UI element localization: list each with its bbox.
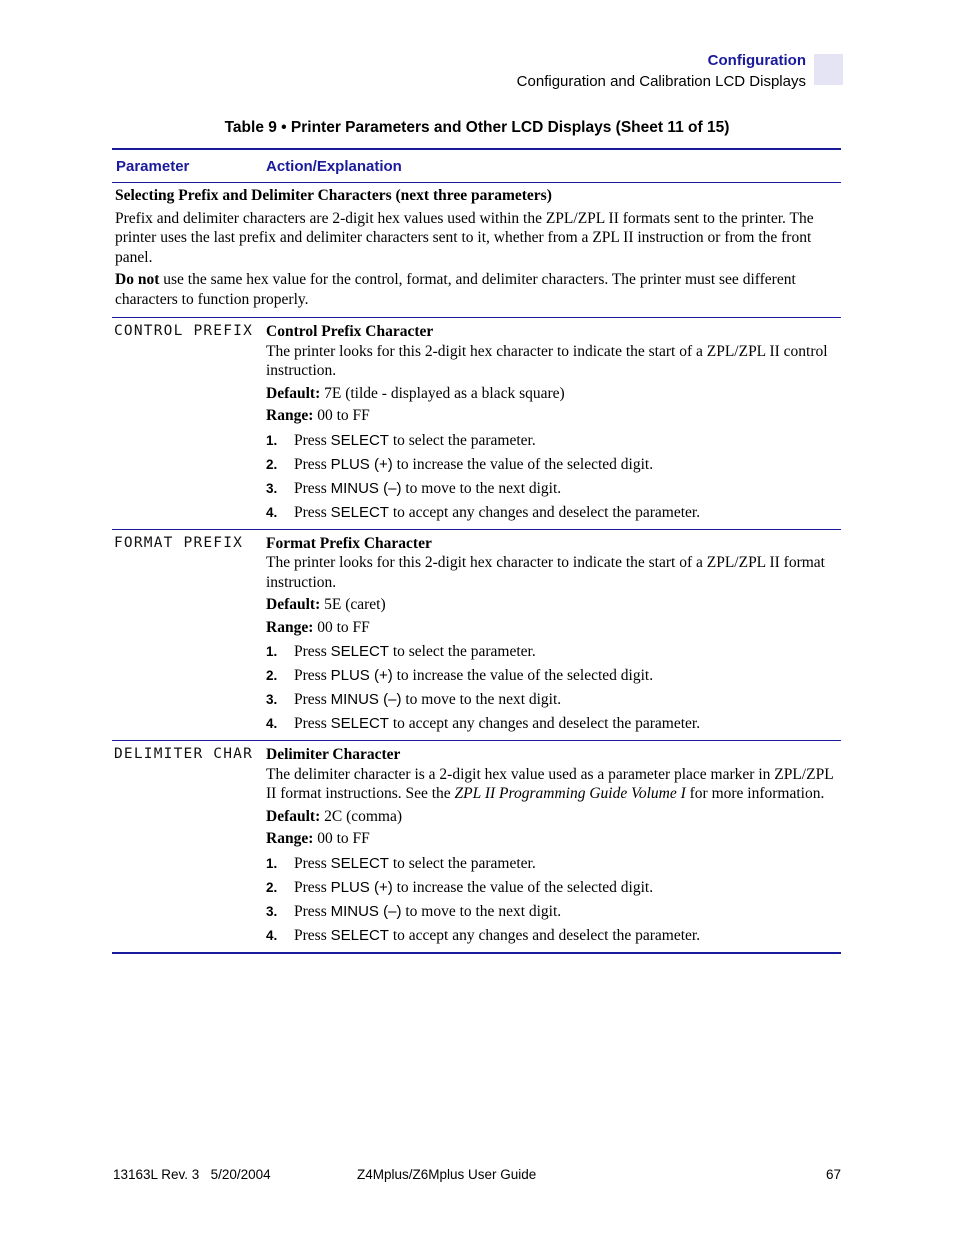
step-number: 1. [266, 855, 278, 871]
header-subtitle: Configuration and Calibration LCD Displays [516, 73, 806, 90]
step-key: SELECT [330, 926, 389, 944]
step-key: PLUS (+) [330, 455, 393, 473]
row-range [266, 829, 841, 849]
step-text: to move to the next digit. [401, 691, 562, 709]
step-text: Press [294, 691, 331, 709]
lcd-param-control-prefix: CONTROL PREFIX [114, 323, 254, 339]
lcd-param-format-prefix: FORMAT PREFIX [114, 534, 244, 551]
step-text: to increase the value of the selected digit. [392, 455, 654, 473]
step-text: Press [294, 926, 331, 944]
step-text: to move to the next digit. [401, 479, 562, 497]
step-number: 2. [266, 668, 278, 684]
list-item [266, 876, 841, 900]
column-header-action: Action/Explanation [266, 157, 402, 175]
row-title: Delimiter Character [266, 746, 401, 763]
step-key: MINUS (–) [330, 902, 402, 920]
step-key: SELECT [330, 643, 389, 661]
step-number: 2. [266, 879, 278, 895]
guide-reference: ZPL II Programming Guide Volume I [454, 785, 686, 802]
list-item [266, 664, 841, 688]
step-text: Press [294, 667, 331, 685]
step-key: SELECT [330, 431, 389, 449]
list-item [266, 924, 841, 948]
intro-warning [115, 270, 837, 309]
step-key: MINUS (–) [330, 479, 402, 497]
intro-warning-bold: Do not [115, 271, 160, 288]
step-text: to accept any changes and deselect the parameter. [388, 715, 701, 733]
row-range [266, 406, 841, 426]
step-text: Press [294, 643, 331, 661]
table-row [112, 318, 841, 529]
desc-text: for more information. [685, 785, 825, 802]
row-explanation [266, 534, 841, 737]
step-number: 2. [266, 456, 278, 472]
range-value: 00 to FF [313, 618, 370, 636]
range-value: 00 to FF [313, 407, 370, 424]
step-key: PLUS (+) [330, 667, 393, 685]
lcd-param-delimiter-char: DELIMITER CHAR [114, 746, 254, 762]
running-header [517, 52, 806, 92]
row-explanation [266, 322, 841, 525]
step-key: MINUS (–) [330, 691, 402, 709]
list-item [266, 852, 841, 876]
step-key: SELECT [330, 715, 389, 733]
row-description: The printer looks for this 2-digit hex character to indicate the start of a ZPL/ZPL II format instruction. [266, 554, 825, 591]
table-column-header [112, 150, 841, 182]
step-number: 4. [266, 927, 278, 943]
step-number: 1. [266, 432, 278, 448]
intro-warning-text: use the same hex value for the control, format, and delimiter characters. The printer must see different characters to function properly. [115, 271, 796, 308]
row-default [266, 807, 841, 827]
default-value: 2C (comma) [320, 807, 403, 825]
table-row [112, 741, 841, 952]
table-title: Table 9 • Printer Parameters and Other LCD Displays (Sheet 11 of 15) [224, 119, 730, 136]
list-item [266, 429, 841, 453]
column-header-parameter: Parameter [116, 157, 190, 175]
default-label: Default: [266, 596, 321, 613]
list-item [266, 640, 841, 664]
page-number: 67 [825, 1167, 841, 1182]
default-label: Default: [266, 384, 321, 402]
steps-list [266, 640, 841, 736]
range-label: Range: [266, 407, 314, 424]
parameters-table [112, 148, 841, 954]
steps-list [266, 852, 841, 948]
row-explanation [266, 745, 841, 948]
header-section-title: Configuration [707, 52, 806, 69]
row-title: Control Prefix Character [266, 323, 434, 340]
step-text: to accept any changes and deselect the parameter. [388, 926, 701, 944]
step-text: to select the parameter. [388, 854, 536, 872]
list-item [266, 712, 841, 736]
step-text: Press [294, 902, 331, 920]
row-description: The printer looks for this 2-digit hex character to indicate the start of a ZPL/ZPL II control instruction. [266, 342, 828, 379]
step-text: Press [294, 431, 331, 449]
intro-paragraph: Prefix and delimiter characters are 2-digit hex values used within the ZPL/ZPL II formats sent to the printer. The printer uses the last prefix and delimiter characters sent to it, whether from a ZPL II instruction or from the front panel. [115, 209, 814, 266]
steps-list [266, 429, 841, 525]
step-key: PLUS (+) [330, 878, 393, 896]
step-text: Press [294, 878, 331, 896]
list-item [266, 477, 841, 501]
row-title: Format Prefix Character [266, 534, 432, 552]
table-row [112, 530, 841, 741]
step-text: to accept any changes and deselect the parameter. [388, 503, 701, 521]
footer-guide-title: Z4Mplus/Z6Mplus User Guide [357, 1167, 537, 1182]
step-number: 3. [266, 480, 278, 496]
intro-section [112, 183, 841, 317]
step-text: Press [294, 503, 331, 521]
chapter-tab-marker [814, 54, 843, 85]
step-text: Press [294, 479, 331, 497]
range-label: Range: [266, 618, 314, 636]
step-text: Press [294, 455, 331, 473]
step-text: to increase the value of the selected digit. [392, 878, 654, 896]
default-label: Default: [266, 807, 321, 825]
list-item [266, 453, 841, 477]
row-default [266, 595, 841, 615]
step-number: 3. [266, 692, 278, 708]
desc-text: The delimiter character is a 2-digit hex value used as a parameter place marker in ZPL/ZPL II format instructions. See the [266, 765, 834, 802]
step-number: 1. [266, 644, 278, 660]
row-range [266, 618, 841, 638]
default-value: 7E (tilde - displayed as a black square) [320, 384, 565, 402]
range-label: Range: [266, 830, 314, 847]
list-item [266, 688, 841, 712]
row-default [266, 384, 841, 404]
step-text: to select the parameter. [388, 643, 536, 661]
step-text: Press [294, 715, 331, 733]
step-key: SELECT [330, 503, 389, 521]
step-text: to move to the next digit. [401, 902, 562, 920]
list-item [266, 501, 841, 525]
step-number: 4. [266, 504, 278, 520]
step-text: Press [294, 854, 331, 872]
table-bottom-rule [112, 952, 841, 954]
step-text: to increase the value of the selected digit. [392, 667, 654, 685]
footer-doc-id: 13163L Rev. 3 5/20/2004 [113, 1167, 271, 1182]
step-text: to select the parameter. [388, 431, 536, 449]
default-value: 5E (caret) [320, 596, 386, 613]
row-description [266, 765, 841, 804]
step-number: 3. [266, 903, 278, 919]
list-item [266, 900, 841, 924]
step-key: SELECT [330, 854, 389, 872]
step-number: 4. [266, 716, 278, 732]
range-value: 00 to FF [313, 830, 370, 847]
intro-heading: Selecting Prefix and Delimiter Characters (next three parameters) [115, 187, 552, 204]
